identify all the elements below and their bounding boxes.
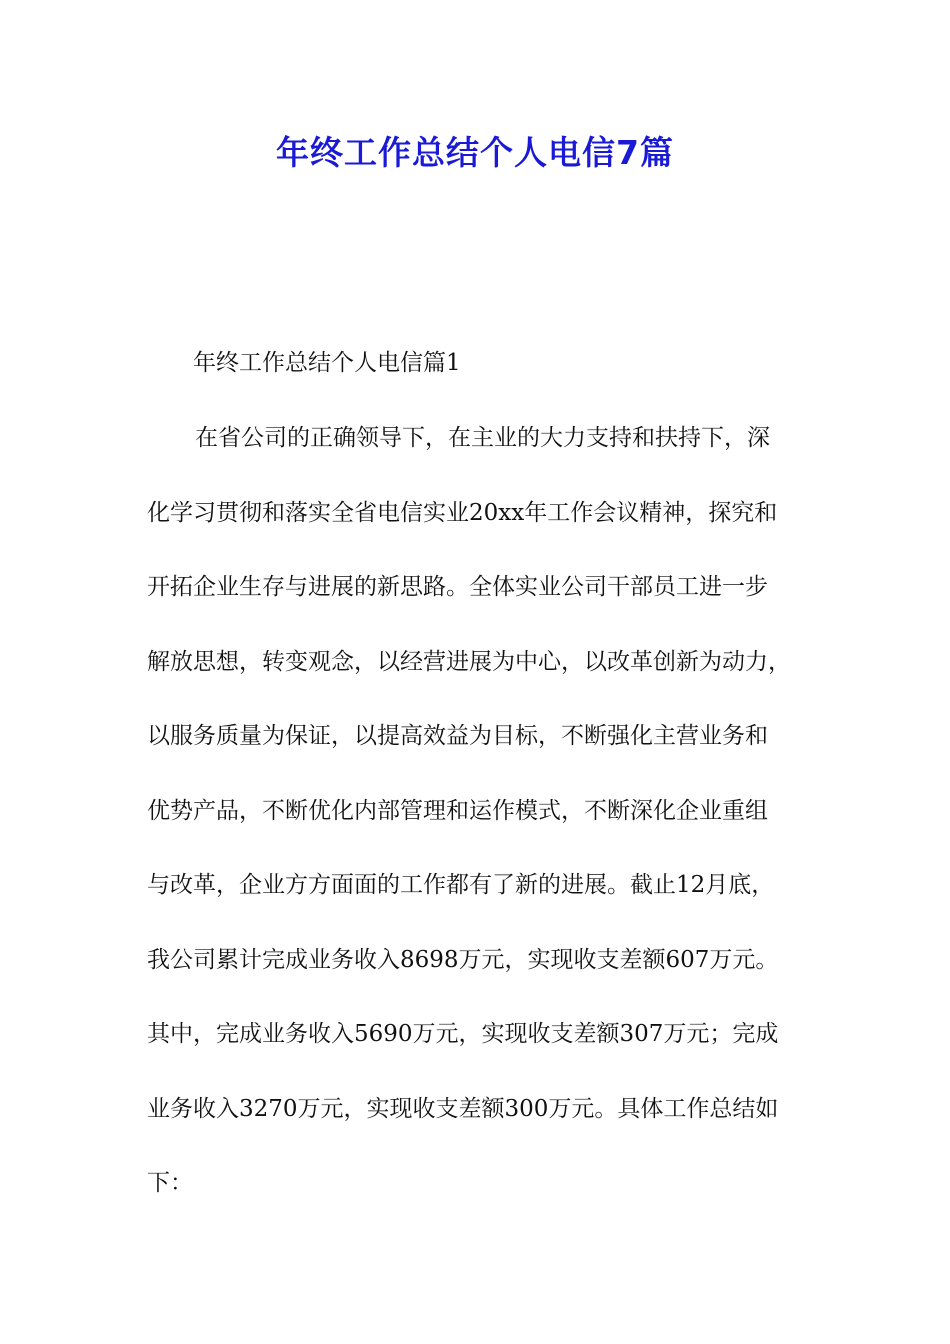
paragraph-line: 优势产品，不断优化内部管理和运作模式，不断深化企业重组	[147, 797, 768, 824]
section-heading: 年终工作总结个人电信篇1	[193, 350, 461, 376]
paragraph-line: 与改革，企业方方面面的工作都有了新的进展。截止12月底，	[147, 872, 775, 898]
paragraph-line: 其中，完成业务收入5690万元，实现收支差额307万元；完成	[147, 1021, 779, 1047]
paragraph-line: 以服务质量为保证，以提高效益为目标，不断强化主营业务和	[147, 723, 768, 749]
paragraph-line: 业务收入3270万元，实现收支差额300万元。具体工作总结如	[147, 1095, 779, 1122]
paragraph-line: 开拓企业生存与进展的新思路。全体实业公司干部员工进一步	[147, 574, 768, 600]
paragraph-line: 化学习贯彻和落实全省电信实业20xx年工作会议精神，探究和	[147, 499, 778, 526]
paragraph-line: 解放思想，转变观念，以经营进展为中心，以改革创新为动力，	[147, 648, 791, 675]
paragraph-line: 下：	[147, 1170, 193, 1196]
document-title: 年终工作总结个人电信7篇	[276, 133, 674, 172]
paragraph-line: 在省公司的正确领导下，在主业的大力支持和扶持下，深	[195, 425, 770, 451]
body-paragraph	[147, 418, 817, 1238]
paragraph-line: 我公司累计完成业务收入8698万元，实现收支差额607万元。	[147, 946, 779, 973]
